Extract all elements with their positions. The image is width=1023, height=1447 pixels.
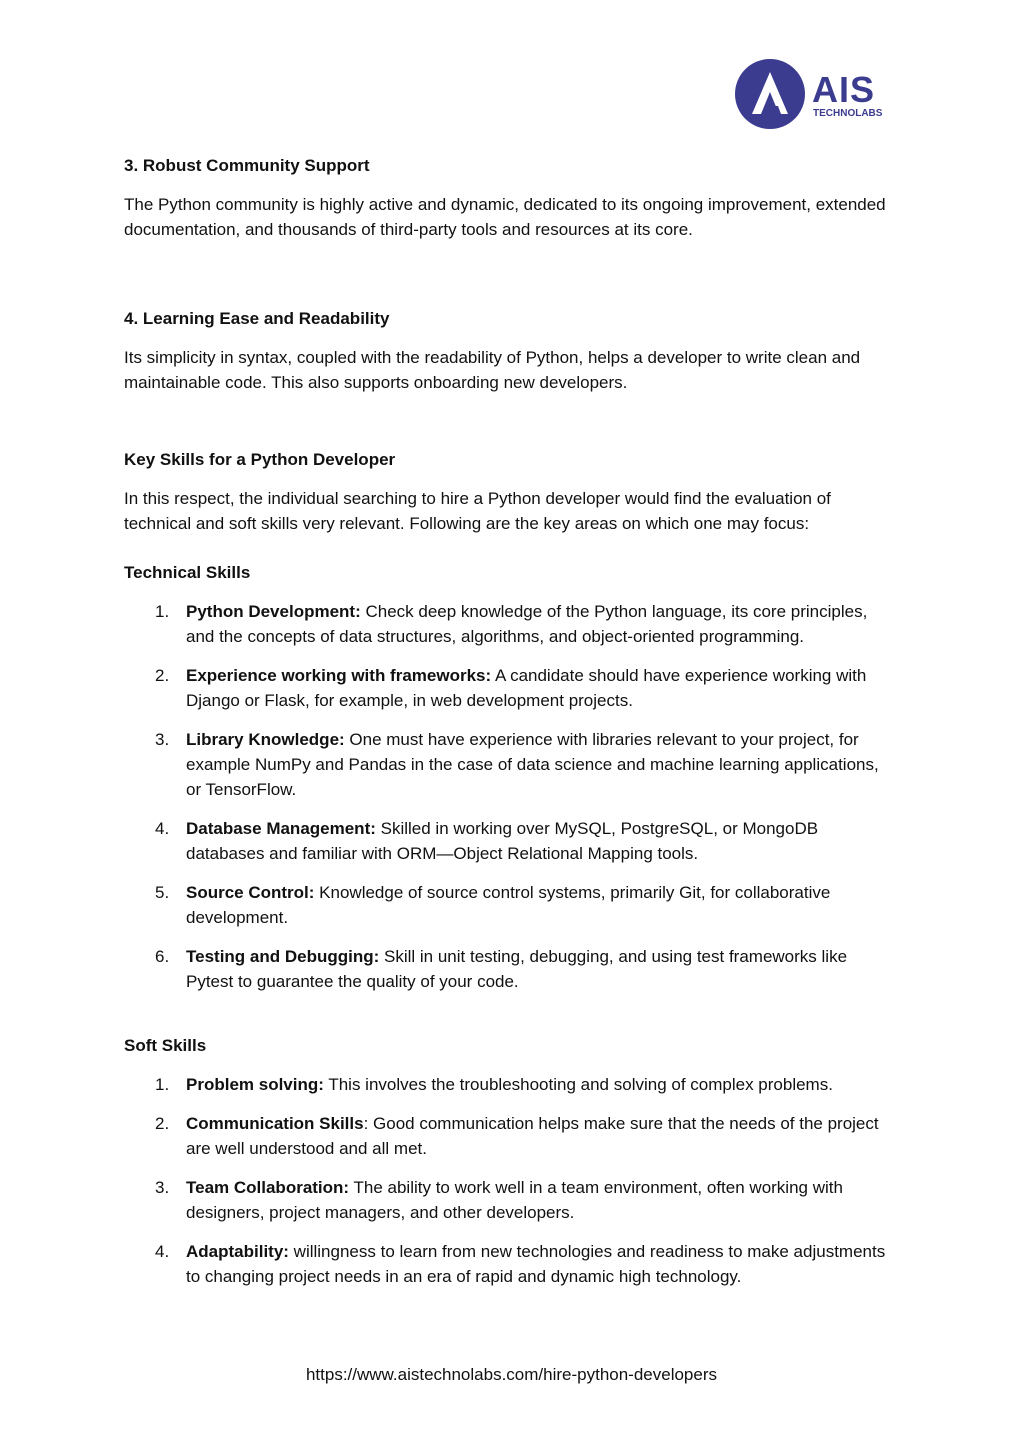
item-title: Problem solving: <box>186 1075 324 1094</box>
soft-skills-heading: Soft Skills <box>124 1036 207 1055</box>
item-title: Library Knowledge: <box>186 730 345 749</box>
document-content <box>124 153 894 1303</box>
item-title: Source Control: <box>186 883 315 902</box>
item-text: Skilled in working over MySQL, PostgreSQL, or MongoDB databases and familiar with ORM—Object Relational Mapping tools. <box>186 819 819 863</box>
section-3-heading: 3. Robust Community Support <box>124 156 370 175</box>
list-number: 2. <box>155 666 170 685</box>
list-item <box>124 1072 894 1097</box>
list-item <box>124 599 894 649</box>
technical-skills-list <box>124 599 894 994</box>
list-number: 2. <box>155 1114 170 1133</box>
item-text: Knowledge of source control systems, primarily Git, for collaborative development. <box>186 883 831 927</box>
item-title: Experience working with frameworks: <box>186 666 492 685</box>
ais-technolabs-logo <box>734 58 904 130</box>
logo-text: AIS <box>812 69 876 110</box>
list-item <box>124 1111 894 1161</box>
list-item <box>124 1239 894 1289</box>
soft-skills-list <box>124 1072 894 1289</box>
key-skills-heading: Key Skills for a Python Developer <box>124 450 396 469</box>
item-title: Communication Skills <box>186 1114 364 1133</box>
list-number: 1. <box>155 602 170 621</box>
list-number: 1. <box>155 1075 170 1094</box>
list-number: 4. <box>155 819 170 838</box>
item-title: Team Collaboration: <box>186 1178 350 1197</box>
section-4-heading: 4. Learning Ease and Readability <box>124 309 390 328</box>
item-text: : Good communication helps make sure that the needs of the project are well understood and all met. <box>186 1114 879 1158</box>
logo-subtext: TECHNOLABS <box>813 108 883 119</box>
list-item <box>124 1175 894 1225</box>
list-item <box>124 880 894 930</box>
item-text: Check deep knowledge of the Python language, its core principles, and the concepts of data structures, algorithms, and object-oriented programming. <box>186 602 868 646</box>
item-text: One must have experience with libraries relevant to your project, for example NumPy and Pandas in the case of data science and machine learning applications, or TensorFlow. <box>186 730 879 799</box>
technical-skills-heading: Technical Skills <box>124 563 251 582</box>
list-item <box>124 727 894 802</box>
list-number: 3. <box>155 1178 170 1197</box>
footer-url[interactable]: https://www.aistechnolabs.com/hire-python-developers <box>305 1365 718 1384</box>
list-number: 3. <box>155 730 170 749</box>
item-title: Python Development: <box>186 602 361 621</box>
section-4-body: Its simplicity in syntax, coupled with the readability of Python, helps a developer to write clean and maintainable code. This also supports onboarding new developers. <box>124 348 861 392</box>
item-title: Testing and Debugging: <box>186 947 380 966</box>
item-text: A candidate should have experience working with Django or Flask, for example, in web development projects. <box>186 666 867 710</box>
key-skills-body: In this respect, the individual searching to hire a Python developer would find the evaluation of technical and soft skills very relevant. Following are the key areas on which one may focus: <box>124 489 831 533</box>
item-title: Database Management: <box>186 819 376 838</box>
list-item <box>124 816 894 866</box>
item-text: This involves the troubleshooting and solving of complex problems. <box>323 1075 833 1094</box>
list-number: 4. <box>155 1242 170 1261</box>
item-title: Adaptability: <box>186 1242 289 1261</box>
item-text: The ability to work well in a team environment, often working with designers, project managers, and other developers. <box>186 1178 843 1222</box>
section-3-body: The Python community is highly active and dynamic, dedicated to its ongoing improvement, extended documentation, and thousands of third-party tools and resources at its core. <box>124 195 886 239</box>
list-number: 6. <box>155 947 170 966</box>
list-item <box>124 944 894 994</box>
list-item <box>124 663 894 713</box>
item-text: willingness to learn from new technologies and readiness to make adjustments to changing project needs in an era of rapid and dynamic high technology. <box>186 1242 886 1286</box>
item-text: Skill in unit testing, debugging, and using test frameworks like Pytest to guarantee the quality of your code. <box>186 947 848 991</box>
list-number: 5. <box>155 883 170 902</box>
